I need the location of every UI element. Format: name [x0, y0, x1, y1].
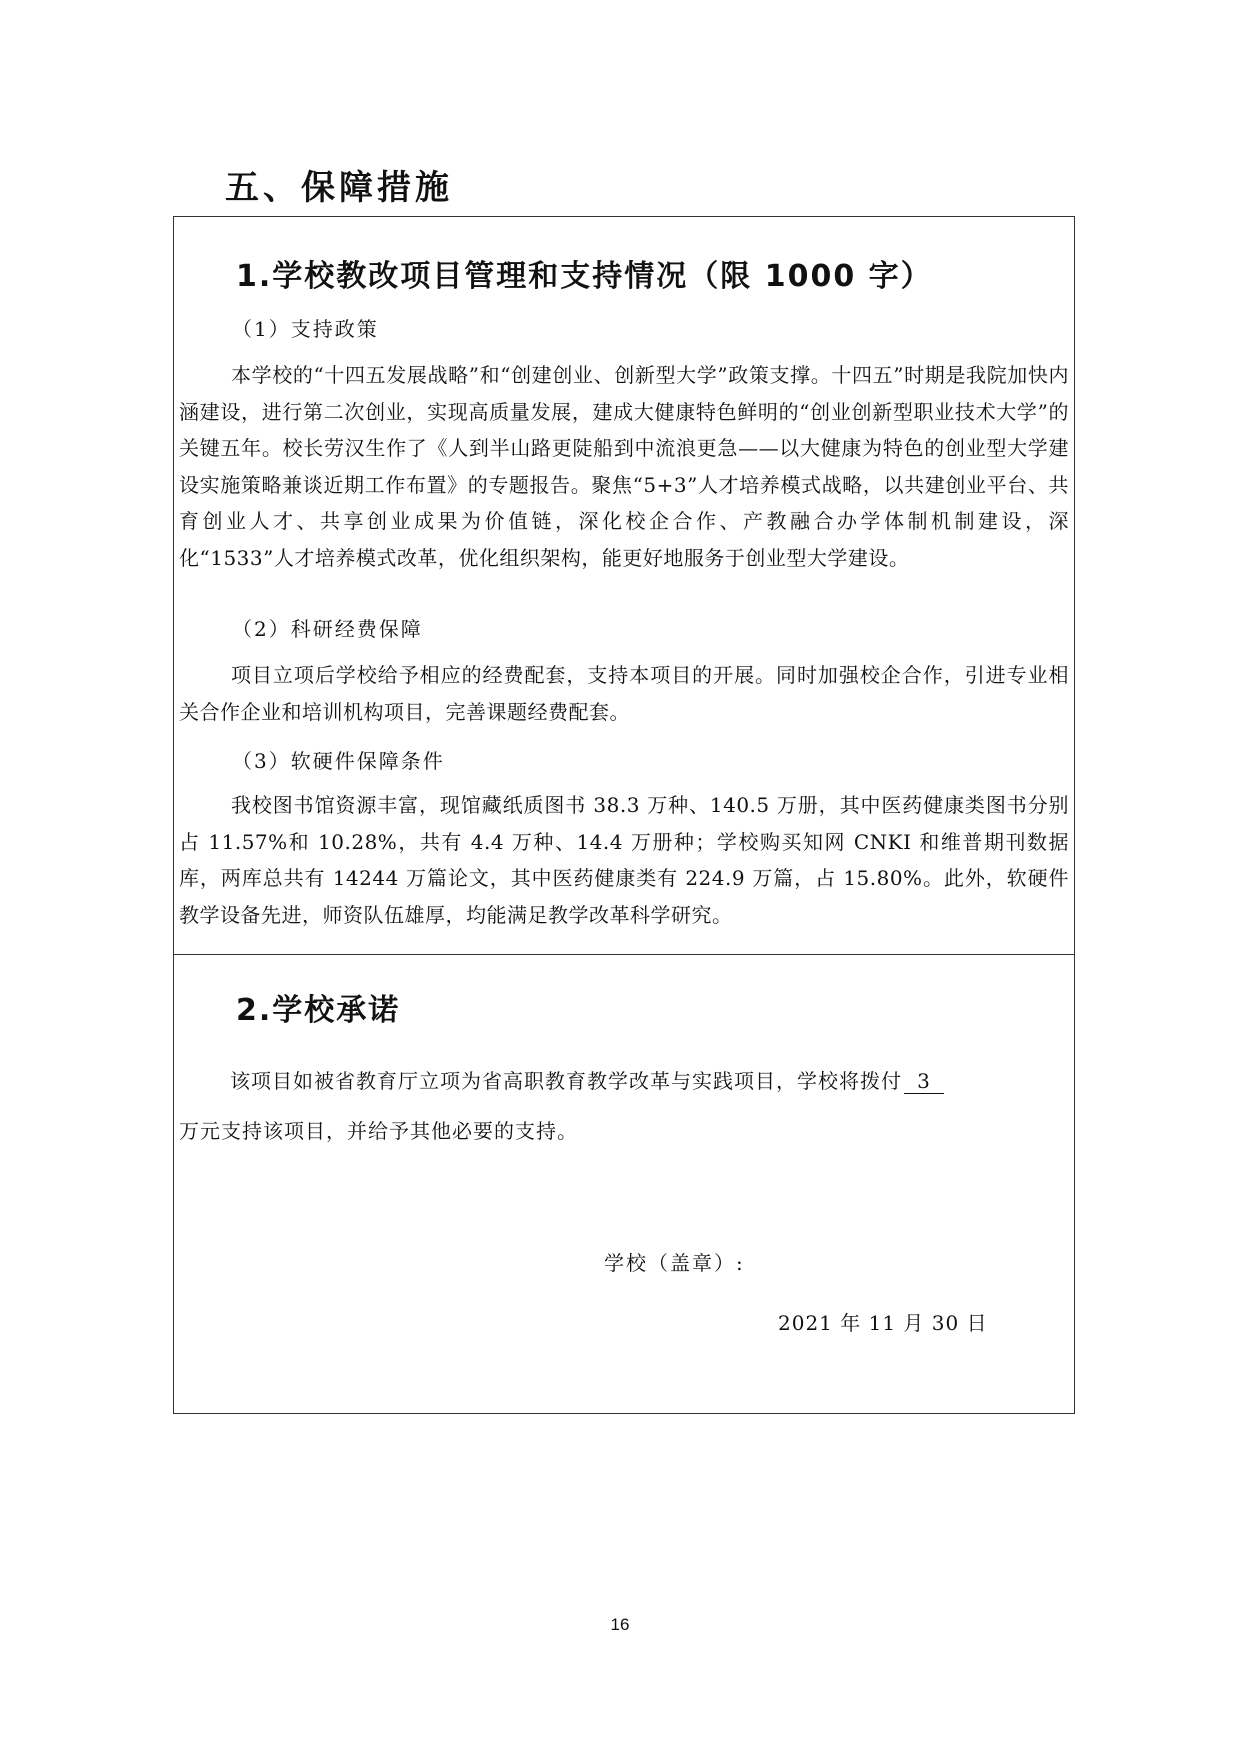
seal-label: 学校（盖章）: — [604, 1251, 745, 1275]
funding-paragraph: 项目立项后学校给予相应的经费配套，支持本项目的开展。同时加强校企合作，引进专业相关合作企业和培训机构项目，完善课题经费配套。 — [179, 663, 1069, 724]
section-title: 五、保障措施 — [225, 168, 453, 208]
signature-date: 2021 年 11 月 30 日 — [778, 1311, 988, 1335]
part1-heading: 1.学校教改项目管理和支持情况（限 1000 字） — [236, 259, 933, 294]
resources-paragraph: 我校图书馆资源丰富，现馆藏纸质图书 38.3 万种、140.5 万册，其中医药健康类图书分别占 11.57%和 10.28%，共有 4.4 万种、14.4 万册种；学校购买知网 CNKI 和维普期刊数据库，两库总共有 14244 万篇论文，其中医药健康类有 224.9 万篇，占 15.80%。此外，软硬件教学设备先进，师资队伍雄厚，均能满足教学改革科学研究。 — [179, 793, 1069, 927]
part2-heading: 2.学校承诺 — [236, 993, 401, 1028]
pledge-continuation: 万元支持该项目，并给予其他必要的支持。 — [179, 1119, 578, 1143]
subheading-funding: （2）科研经费保障 — [232, 617, 423, 641]
section-divider — [174, 954, 1074, 955]
subheading-resources: （3）软硬件保障条件 — [232, 749, 445, 773]
pledge-line — [230, 1065, 944, 1094]
page-number: 16 — [610, 1615, 630, 1634]
policy-paragraph: 本学校的“十四五发展战略”和“创建创业、创新型大学”政策支撑。十四五”时期是我院加快内涵建设，进行第二次创业，实现高质量发展，建成大健康特色鲜明的“创业创新型职业技术大学”的关键五年。校长劳汉生作了《人到半山路更陡船到中流浪更急——以大健康为特色的创业型大学建设实施策略兼谈近期工作布置》的专题报告。聚焦“5+3”人才培养模式战略，以共建创业平台、共育创业人才、共享创业成果为价值链，深化校企合作、产教融合办学体制机制建设，深化“1533”人才培养模式改革，优化组织架构，能更好地服务于创业型大学建设。 — [179, 363, 1069, 570]
measures-table — [173, 216, 1075, 1414]
subheading-policy: （1）支持政策 — [232, 317, 379, 341]
pledge-amount: 3 — [904, 1069, 944, 1094]
pledge-text: 该项目如被省教育厅立项为省高职教育教学改革与实践项目，学校将拨付 — [230, 1069, 902, 1093]
